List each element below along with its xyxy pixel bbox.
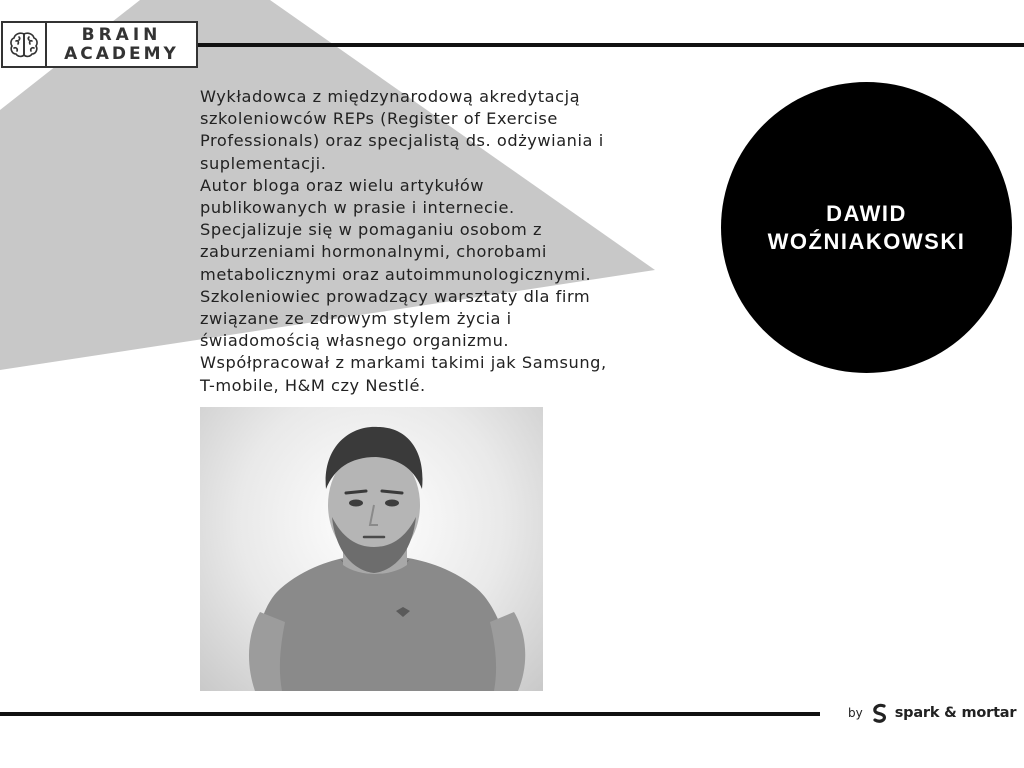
brain-icon	[3, 23, 47, 66]
top-divider	[198, 43, 1024, 47]
brand-logo	[1, 21, 198, 68]
logo-line-academy: ACADEMY	[64, 43, 179, 64]
bio-line: Autor bloga oraz wielu artykułów	[200, 175, 485, 195]
bio-line: suplementacji.	[200, 153, 327, 173]
portrait-illustration	[200, 407, 543, 691]
bio-line: Współpracował z markami takimi jak Samsung,	[200, 353, 607, 373]
bio-line: Professionals) oraz specjalistą ds. odżywiania i	[200, 131, 604, 151]
spark-mortar-logo-icon	[870, 702, 890, 724]
speaker-last-name: WOŹNIAKOWSKI	[767, 228, 966, 254]
bio-line: Specjalizuje się w pomaganiu osobom z	[200, 220, 543, 240]
speaker-portrait	[200, 407, 543, 691]
bio-line: szkoleniowców REPs (Register of Exercise	[200, 109, 558, 129]
bottom-divider	[0, 712, 820, 716]
bio-line: Szkoleniowiec prowadzący warsztaty dla firm	[200, 286, 591, 306]
speaker-bio	[200, 86, 700, 397]
bio-line: Wykładowca z międzynarodową akredytacją	[200, 87, 581, 106]
bio-line: związane ze zdrowym stylem życia i	[200, 309, 512, 329]
footer-credit	[848, 700, 1016, 726]
credit-brand-name: spark & mortar	[894, 705, 1017, 721]
bio-line: T-mobile, H&M czy Nestlé.	[200, 375, 426, 395]
logo-line-brain: BRAIN	[81, 24, 162, 45]
bio-line: zaburzeniami hormonalnymi, chorobami	[200, 242, 547, 262]
bio-line: metabolicznymi oraz autoimmunologicznymi.	[200, 264, 592, 284]
logo-wordmark	[47, 23, 196, 66]
credit-by-label: by	[848, 706, 863, 720]
speaker-name-circle	[721, 82, 1012, 373]
bio-line: publikowanych w prasie i internecie.	[200, 198, 515, 218]
speaker-first-name: DAWID	[826, 200, 907, 226]
bio-line: świadomością własnego organizmu.	[200, 331, 510, 351]
